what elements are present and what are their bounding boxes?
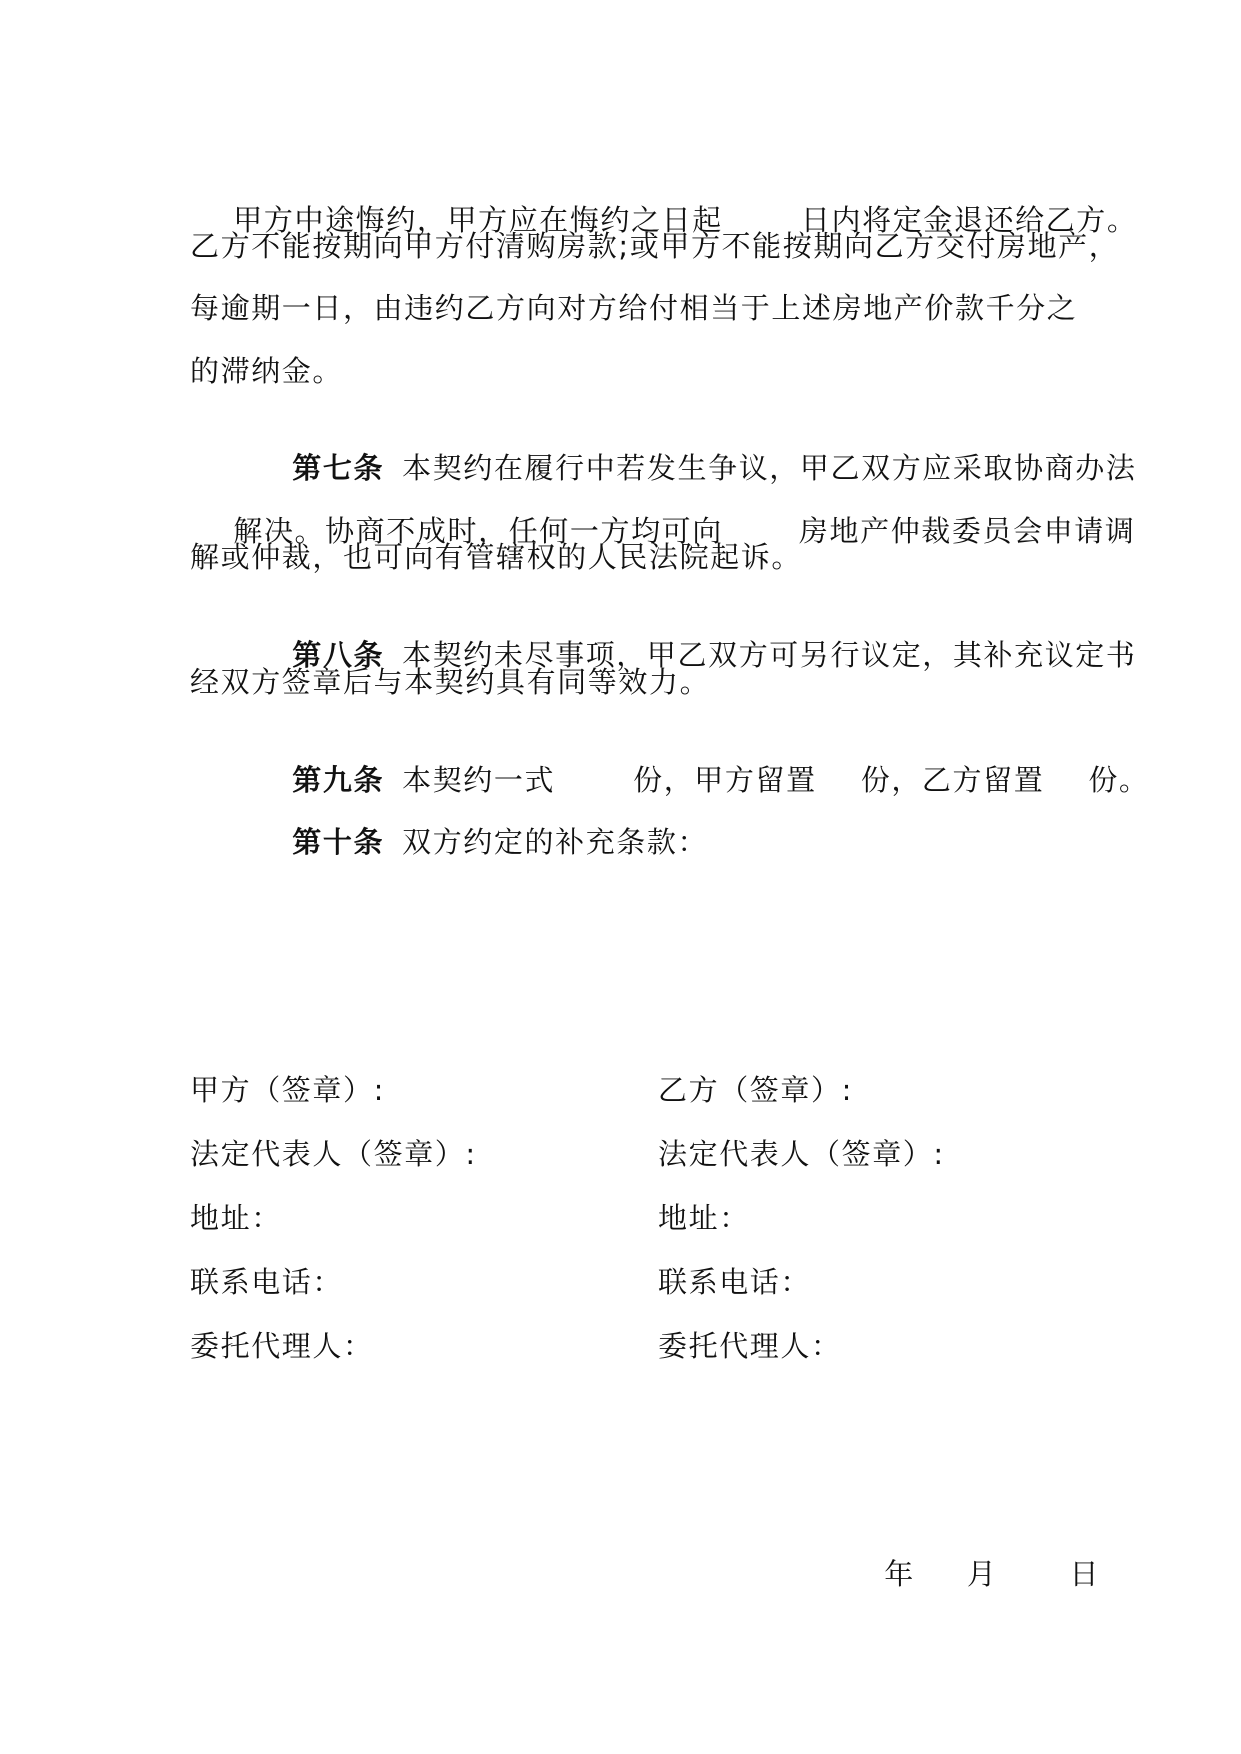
article9-part1: 本契约一式 (402, 763, 556, 797)
article9-part2: 份，甲方留置 (633, 763, 817, 797)
article6-line4: 的滞纳金。 (190, 354, 344, 388)
article6-line1-text-a: 甲方中途悔约，甲方应在悔约之日起 (233, 203, 723, 237)
party-a-address: 地址： (190, 1201, 282, 1235)
article9-heading: 第九条 (292, 763, 385, 797)
article10-line (249, 788, 708, 896)
article9-part4: 份。 (1088, 763, 1150, 797)
article10-text: 双方约定的补充条款： (402, 825, 709, 859)
article8-line1-text: 本契约未尽事项，甲乙双方可另行议定，其补充议定书 (402, 638, 1137, 672)
article6-line1-text-b: 日内将定金退还给乙方。 (800, 203, 1138, 237)
party-b-agent: 委托代理人： (658, 1329, 842, 1363)
party-a-legal-rep: 法定代表人（签章）: (190, 1137, 477, 1171)
date-year: 年 (884, 1557, 915, 1591)
article7-line1-text: 本契约在履行中若发生争议，甲乙双方应采取协商办法 (402, 451, 1137, 485)
article9-part3: 份，乙方留置 (860, 763, 1045, 797)
party-b-sign: 乙方（签章）: (658, 1073, 853, 1107)
party-a-sign: 甲方（签章）: (190, 1073, 385, 1107)
article8-line2: 经双方签章后与本契约具有同等效力。 (190, 665, 711, 699)
article10-heading: 第十条 (292, 825, 385, 859)
party-b-phone: 联系电话： (658, 1265, 812, 1299)
article6-line2: 乙方不能按期向甲方付清购房款;或甲方不能按期向乙方交付房地产， (190, 229, 1120, 263)
party-b-legal-rep: 法定代表人（签章）: (658, 1137, 945, 1171)
article7-heading: 第七条 (292, 451, 385, 485)
party-b-address: 地址： (658, 1201, 750, 1235)
article6-line3: 每逾期一日，由违约乙方向对方给付相当于上述房地产价款千分之 (190, 291, 1078, 325)
party-a-phone: 联系电话： (190, 1265, 344, 1299)
date-line (841, 1520, 1100, 1628)
date-month: 月 (966, 1557, 998, 1591)
date-day: 日 (1069, 1557, 1101, 1591)
article8-heading: 第八条 (292, 638, 385, 672)
article7-line2-text-b: 房地产仲裁委员会申请调 (798, 514, 1136, 548)
article7-line3: 解或仲裁，也可向有管辖权的人民法院起诉。 (190, 540, 803, 574)
party-a-agent: 委托代理人： (190, 1329, 374, 1363)
article7-line2-text-a: 解决。协商不成时，任何一方均可向 (233, 514, 723, 548)
